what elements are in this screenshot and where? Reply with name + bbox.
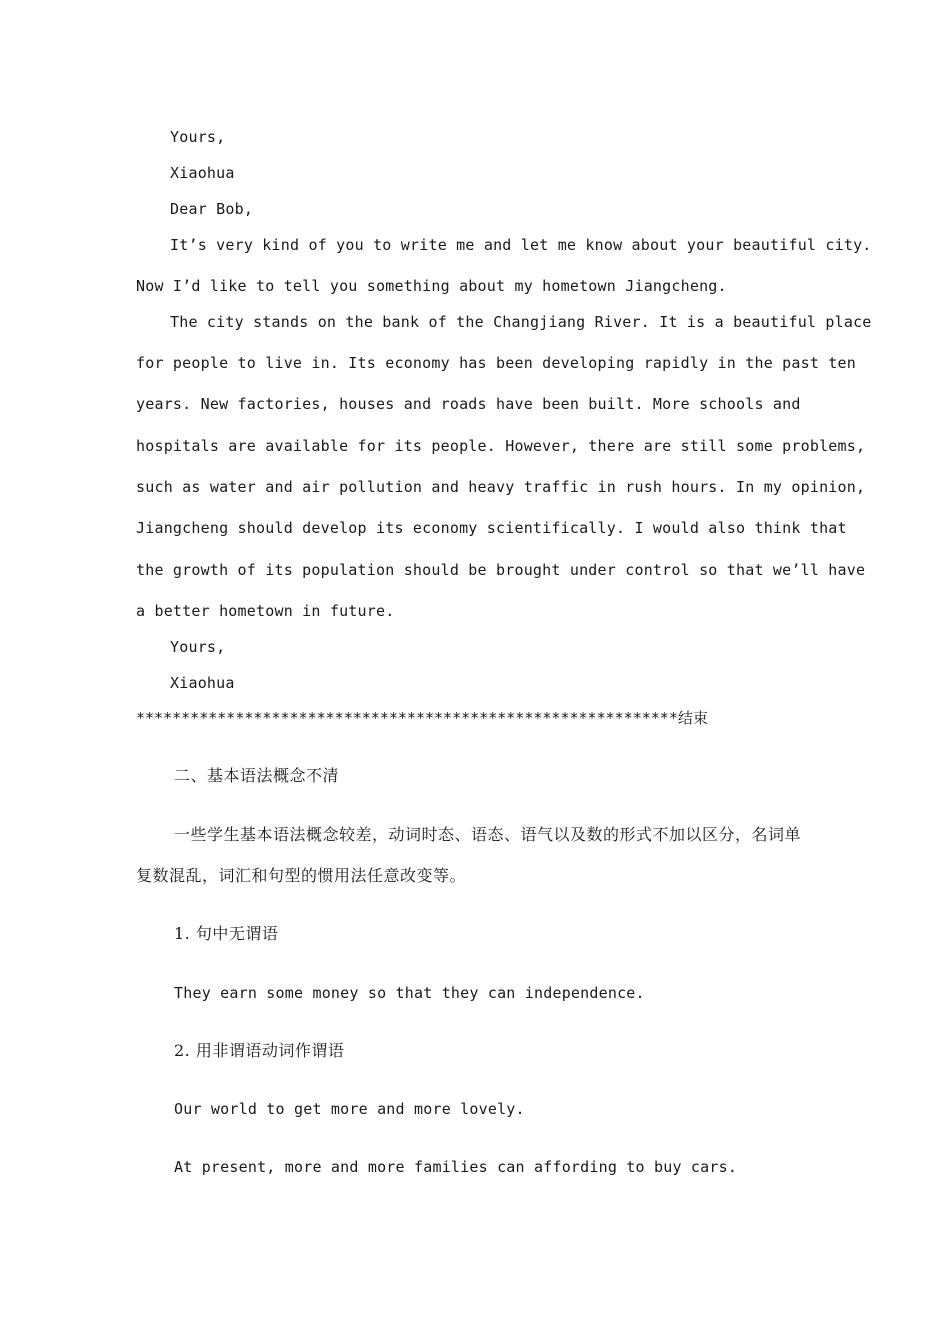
paragraph-line: such as water and air pollution and heavy traffic in rush hours. In my opinion, bbox=[136, 478, 866, 496]
paragraph-line: Jiangcheng should develop its economy scientifically. I would also think that bbox=[136, 519, 847, 537]
paragraph-line: for people to live in. Its economy has been developing rapidly in the past ten bbox=[136, 354, 856, 372]
end-marker: ************************************************************结束 bbox=[136, 709, 708, 727]
item-title: 2. 用非谓语动词作谓语 bbox=[174, 1041, 345, 1060]
item-title: 1. 句中无谓语 bbox=[174, 924, 279, 943]
letter-signature: Xiaohua bbox=[170, 674, 235, 692]
paragraph-line: The city stands on the bank of the Changjiang River. It is a beautiful place bbox=[170, 313, 872, 331]
item-example: They earn some money so that they can independence. bbox=[174, 984, 645, 1002]
paragraph-line: years. New factories, houses and roads have been built. More schools and bbox=[136, 395, 801, 413]
item-example: Our world to get more and more lovely. bbox=[174, 1100, 525, 1118]
paragraph-line: Now I’d like to tell you something about my hometown Jiangcheng. bbox=[136, 277, 727, 295]
prev-closing: Yours, bbox=[170, 128, 226, 146]
paragraph-line: It’s very kind of you to write me and let me know about your beautiful city. bbox=[170, 236, 872, 254]
section-heading: 二、基本语法概念不清 bbox=[174, 766, 340, 785]
item-example: At present, more and more families can affording to buy cars. bbox=[174, 1158, 738, 1176]
paragraph-line: a better hometown in future. bbox=[136, 602, 395, 620]
paragraph-line: the growth of its population should be brought under control so that we’ll have bbox=[136, 561, 866, 579]
section-intro-line: 一些学生基本语法概念较差，动词时态、语态、语气以及数的形式不加以区分，名词单 bbox=[174, 825, 802, 844]
section-intro-line: 复数混乱，词汇和句型的惯用法任意改变等。 bbox=[136, 866, 467, 885]
paragraph-line: hospitals are available for its people. However, there are still some problems, bbox=[136, 437, 866, 455]
letter-salutation: Dear Bob, bbox=[170, 200, 254, 218]
letter-closing: Yours, bbox=[170, 638, 226, 656]
prev-signature: Xiaohua bbox=[170, 164, 235, 182]
